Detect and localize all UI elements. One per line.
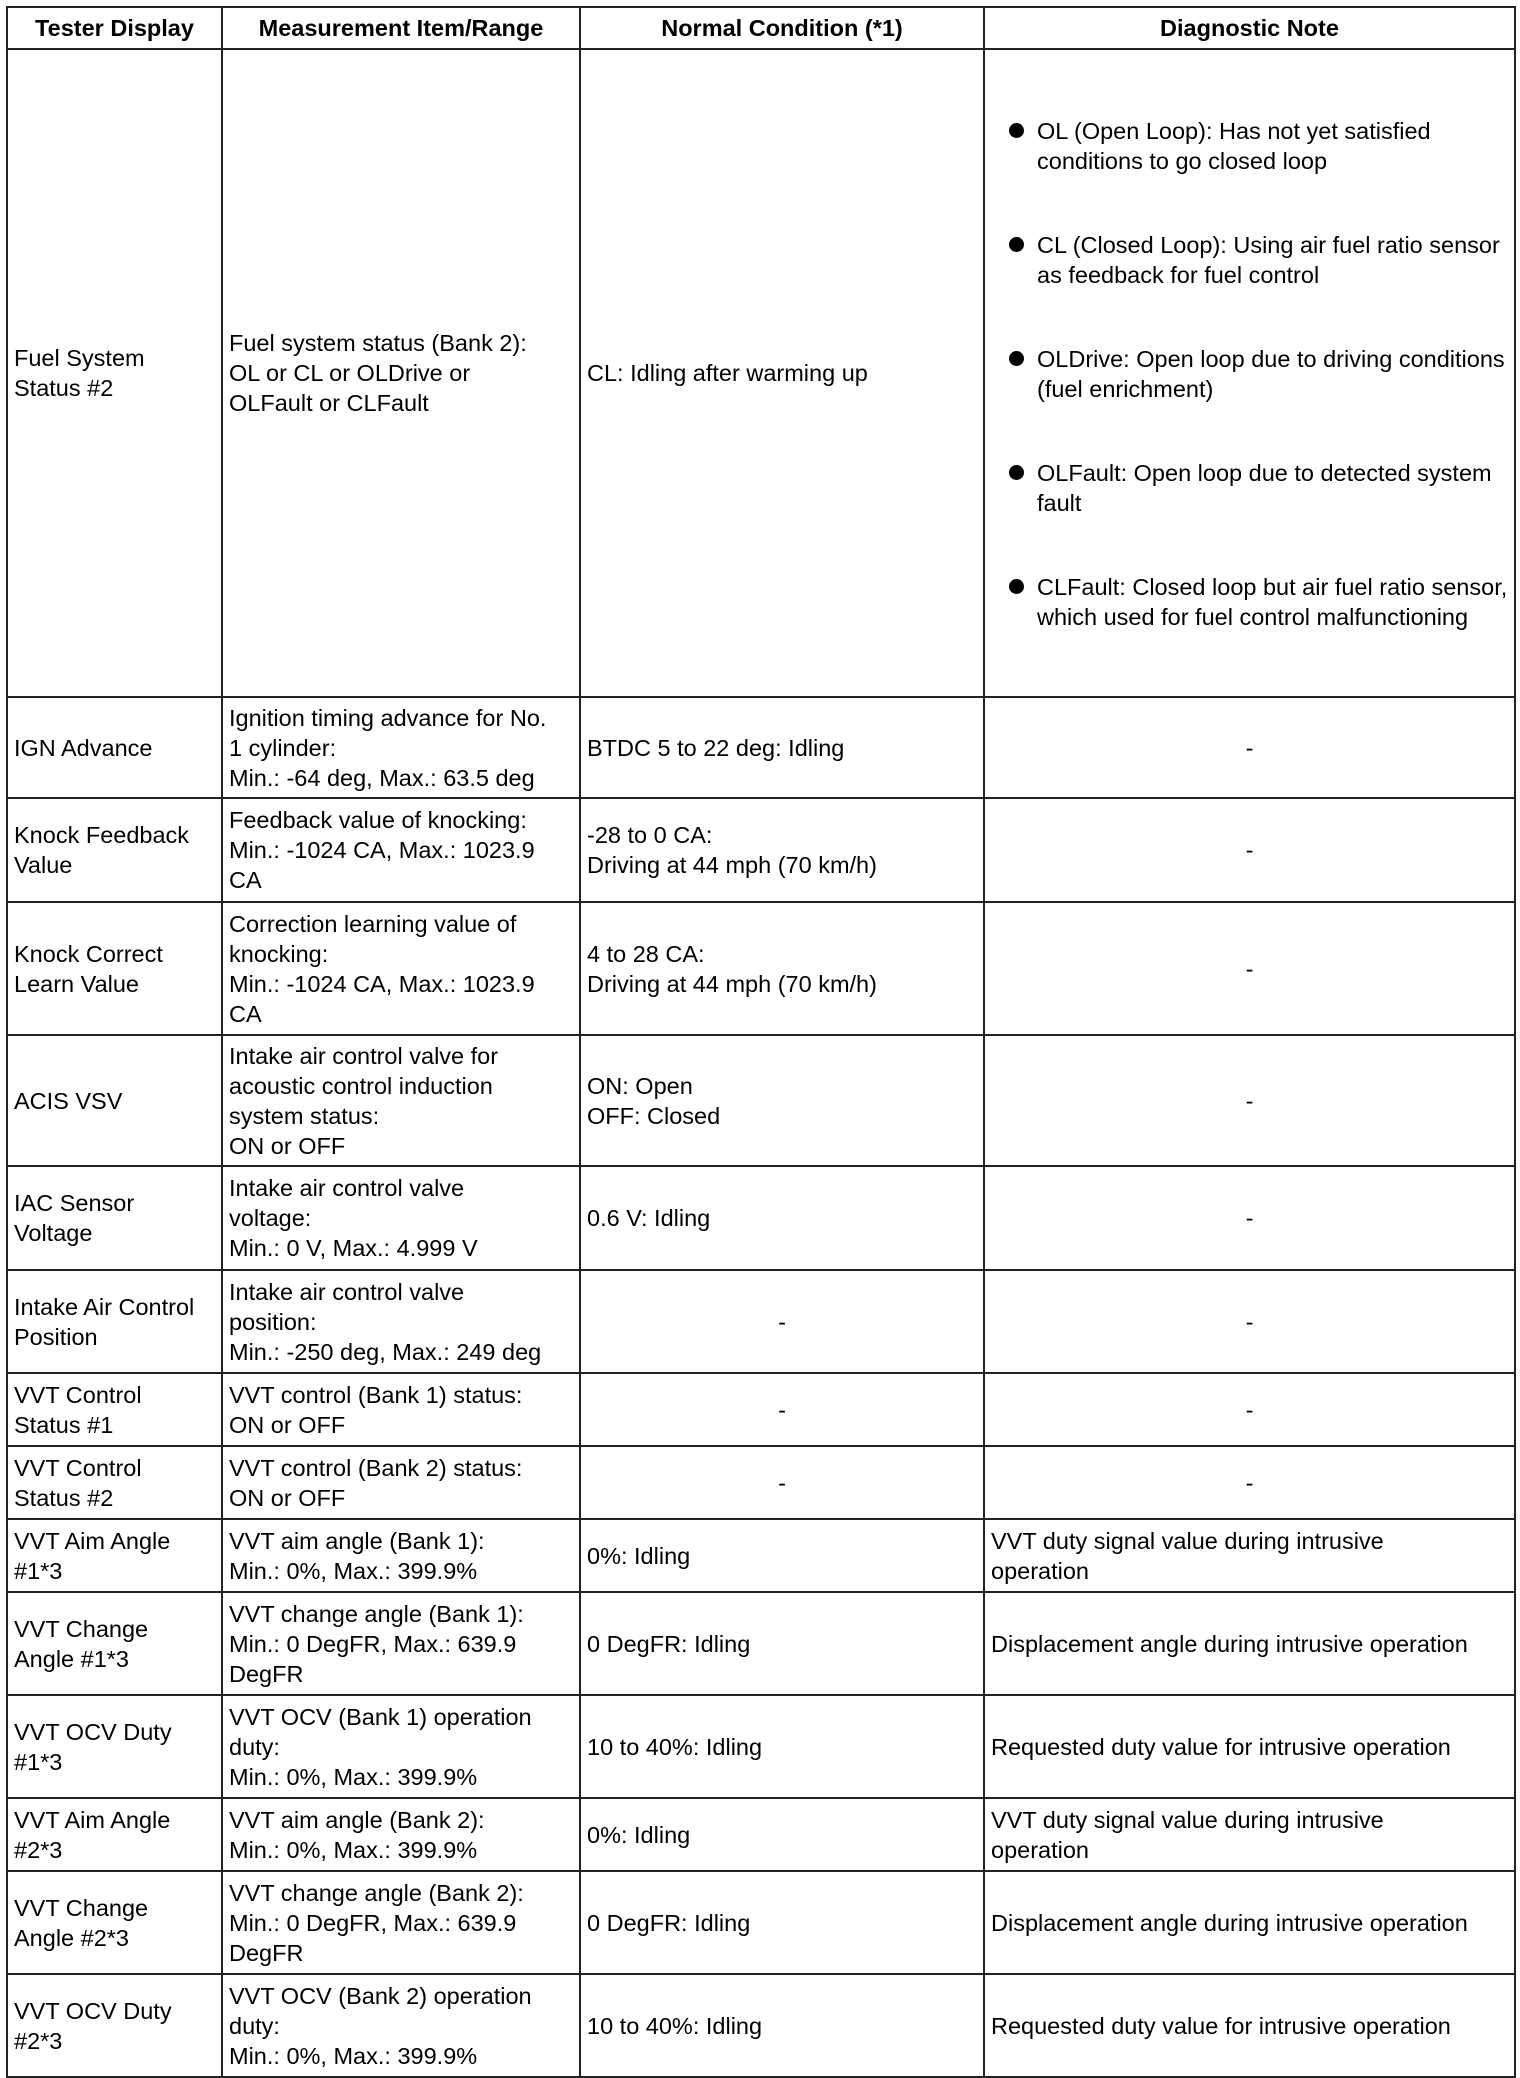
diagnostic-note-cell: Requested duty value for intrusive operation bbox=[984, 1974, 1515, 2077]
table-row bbox=[7, 1270, 1515, 1373]
diagnostic-note-cell: - bbox=[984, 1166, 1515, 1270]
diagnostic-note-cell: Displacement angle during intrusive operation bbox=[984, 1592, 1515, 1695]
normal-condition-cell: - bbox=[580, 1270, 984, 1373]
bullet-icon bbox=[1009, 465, 1024, 480]
diagnostic-note-cell: VVT duty signal value during intrusive operation bbox=[984, 1798, 1515, 1871]
tester-display-cell: IGN Advance bbox=[7, 697, 222, 798]
list-item bbox=[991, 116, 1508, 176]
normal-condition-cell: 10 to 40%: Idling bbox=[580, 1695, 984, 1798]
table-row bbox=[7, 49, 1515, 697]
tester-display-cell: VVT Change Angle #2*3 bbox=[7, 1871, 222, 1974]
bullet-icon bbox=[1009, 123, 1024, 138]
header-diagnostic-note: Diagnostic Note bbox=[984, 7, 1515, 49]
normal-condition-cell: 0%: Idling bbox=[580, 1519, 984, 1592]
measurement-cell: Correction learning value of knocking: Min.: -1024 CA, Max.: 1023.9 CA bbox=[222, 902, 580, 1035]
measurement-cell: VVT aim angle (Bank 1): Min.: 0%, Max.: 399.9% bbox=[222, 1519, 580, 1592]
normal-condition-cell: 0.6 V: Idling bbox=[580, 1166, 984, 1270]
note-text: CLFault: Closed loop but air fuel ratio sensor, which used for fuel control malfunctioning bbox=[1037, 574, 1508, 630]
tester-display-cell: VVT OCV Duty #2*3 bbox=[7, 1974, 222, 2077]
document-page bbox=[6, 6, 1514, 2078]
measurement-cell: Feedback value of knocking: Min.: -1024 CA, Max.: 1023.9 CA bbox=[222, 798, 580, 902]
header-tester-display: Tester Display bbox=[7, 7, 222, 49]
note-text: OLDrive: Open loop due to driving conditions (fuel enrichment) bbox=[1037, 346, 1505, 402]
list-item bbox=[991, 572, 1508, 632]
header-measurement-item: Measurement Item/Range bbox=[222, 7, 580, 49]
measurement-cell: Fuel system status (Bank 2): OL or CL or OLDrive or OLFault or CLFault bbox=[222, 49, 580, 697]
tester-display-cell: Knock Feedback Value bbox=[7, 798, 222, 902]
bullet-icon bbox=[1009, 237, 1024, 252]
table-row bbox=[7, 1035, 1515, 1166]
tester-display-cell: VVT Control Status #1 bbox=[7, 1373, 222, 1446]
data-list-table bbox=[6, 6, 1516, 2078]
diagnostic-note-cell: - bbox=[984, 902, 1515, 1035]
note-text: OL (Open Loop): Has not yet satisfied conditions to go closed loop bbox=[1037, 118, 1431, 174]
tester-display-cell: Intake Air Control Position bbox=[7, 1270, 222, 1373]
normal-condition-cell: 0 DegFR: Idling bbox=[580, 1871, 984, 1974]
diagnostic-note-cell: - bbox=[984, 1446, 1515, 1519]
measurement-cell: VVT control (Bank 2) status: ON or OFF bbox=[222, 1446, 580, 1519]
table-row bbox=[7, 798, 1515, 902]
measurement-cell: VVT OCV (Bank 2) operation duty: Min.: 0%, Max.: 399.9% bbox=[222, 1974, 580, 2077]
table-row bbox=[7, 1166, 1515, 1270]
table-row bbox=[7, 697, 1515, 798]
tester-display-cell: VVT OCV Duty #1*3 bbox=[7, 1695, 222, 1798]
measurement-cell: VVT OCV (Bank 1) operation duty: Min.: 0%, Max.: 399.9% bbox=[222, 1695, 580, 1798]
header-row bbox=[7, 7, 1515, 49]
diagnostic-note-cell: Requested duty value for intrusive operation bbox=[984, 1695, 1515, 1798]
measurement-cell: Intake air control valve voltage: Min.: 0 V, Max.: 4.999 V bbox=[222, 1166, 580, 1270]
tester-display-cell: IAC Sensor Voltage bbox=[7, 1166, 222, 1270]
list-item bbox=[991, 230, 1508, 290]
diagnostic-note-cell: - bbox=[984, 1035, 1515, 1166]
tester-display-cell: VVT Control Status #2 bbox=[7, 1446, 222, 1519]
normal-condition-cell: - bbox=[580, 1446, 984, 1519]
measurement-cell: VVT control (Bank 1) status: ON or OFF bbox=[222, 1373, 580, 1446]
list-item bbox=[991, 344, 1508, 404]
normal-condition-cell: -28 to 0 CA: Driving at 44 mph (70 km/h) bbox=[580, 798, 984, 902]
table-row bbox=[7, 1519, 1515, 1592]
note-text: OLFault: Open loop due to detected system fault bbox=[1037, 460, 1492, 516]
measurement-cell: Intake air control valve position: Min.: -250 deg, Max.: 249 deg bbox=[222, 1270, 580, 1373]
normal-condition-cell: 4 to 28 CA: Driving at 44 mph (70 km/h) bbox=[580, 902, 984, 1035]
normal-condition-cell: 0 DegFR: Idling bbox=[580, 1592, 984, 1695]
diagnostic-note-list bbox=[991, 82, 1508, 664]
diagnostic-note-cell: - bbox=[984, 1270, 1515, 1373]
tester-display-cell: VVT Change Angle #1*3 bbox=[7, 1592, 222, 1695]
tester-display-cell: ACIS VSV bbox=[7, 1035, 222, 1166]
normal-condition-cell: BTDC 5 to 22 deg: Idling bbox=[580, 697, 984, 798]
tester-display-cell: VVT Aim Angle #1*3 bbox=[7, 1519, 222, 1592]
diagnostic-note-cell: VVT duty signal value during intrusive operation bbox=[984, 1519, 1515, 1592]
normal-condition-cell: ON: Open OFF: Closed bbox=[580, 1035, 984, 1166]
table-row bbox=[7, 1798, 1515, 1871]
diagnostic-note-cell: - bbox=[984, 798, 1515, 902]
diagnostic-note-cell: - bbox=[984, 1373, 1515, 1446]
table-row bbox=[7, 1446, 1515, 1519]
table-row bbox=[7, 1592, 1515, 1695]
table-row bbox=[7, 1373, 1515, 1446]
note-text: CL (Closed Loop): Using air fuel ratio sensor as feedback for fuel control bbox=[1037, 232, 1500, 288]
diagnostic-note-cell: - bbox=[984, 697, 1515, 798]
normal-condition-cell: CL: Idling after warming up bbox=[580, 49, 984, 697]
diagnostic-note-cell bbox=[984, 49, 1515, 697]
measurement-cell: VVT change angle (Bank 1): Min.: 0 DegFR, Max.: 639.9 DegFR bbox=[222, 1592, 580, 1695]
normal-condition-cell: 10 to 40%: Idling bbox=[580, 1974, 984, 2077]
bullet-icon bbox=[1009, 351, 1024, 366]
measurement-cell: VVT change angle (Bank 2): Min.: 0 DegFR, Max.: 639.9 DegFR bbox=[222, 1871, 580, 1974]
bullet-icon bbox=[1009, 579, 1024, 594]
normal-condition-cell: - bbox=[580, 1373, 984, 1446]
table-row bbox=[7, 1974, 1515, 2077]
table-row bbox=[7, 902, 1515, 1035]
diagnostic-note-cell: Displacement angle during intrusive operation bbox=[984, 1871, 1515, 1974]
table-row bbox=[7, 1695, 1515, 1798]
normal-condition-cell: 0%: Idling bbox=[580, 1798, 984, 1871]
tester-display-cell: VVT Aim Angle #2*3 bbox=[7, 1798, 222, 1871]
tester-display-cell: Knock Correct Learn Value bbox=[7, 902, 222, 1035]
list-item bbox=[991, 458, 1508, 518]
table-row bbox=[7, 1871, 1515, 1974]
header-normal-condition: Normal Condition (*1) bbox=[580, 7, 984, 49]
measurement-cell: Intake air control valve for acoustic control induction system status: ON or OFF bbox=[222, 1035, 580, 1166]
measurement-cell: VVT aim angle (Bank 2): Min.: 0%, Max.: 399.9% bbox=[222, 1798, 580, 1871]
measurement-cell: Ignition timing advance for No. 1 cylinder: Min.: -64 deg, Max.: 63.5 deg bbox=[222, 697, 580, 798]
tester-display-cell: Fuel System Status #2 bbox=[7, 49, 222, 697]
